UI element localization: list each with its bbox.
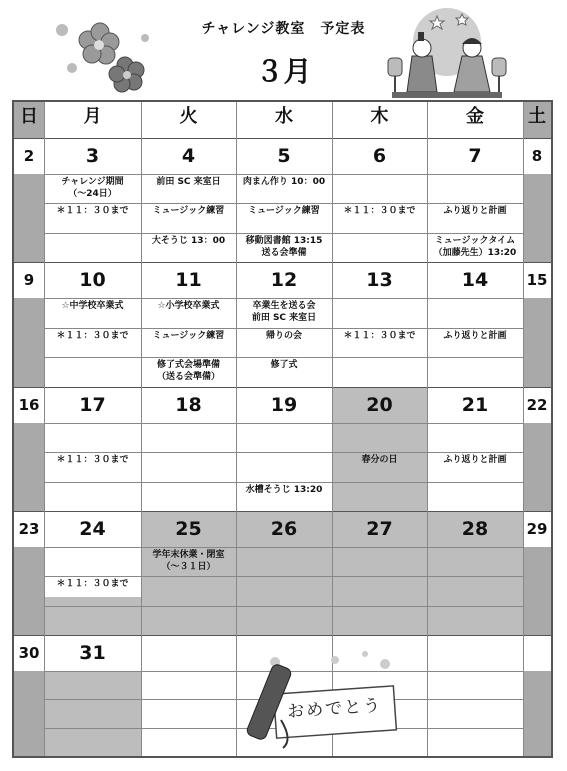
day-number: 27 xyxy=(366,518,393,540)
grid-line xyxy=(44,482,523,483)
grid-line xyxy=(44,203,523,204)
week-divider xyxy=(14,511,551,512)
day-number: 5 xyxy=(277,145,291,167)
day-number: 24 xyxy=(79,518,106,540)
day-number: 26 xyxy=(270,518,298,540)
event-text: ミュージックタイム （加藤先生）13:20 xyxy=(433,235,517,258)
day-number: 4 xyxy=(181,145,196,167)
event-text: ＊１１：３０まで xyxy=(56,455,129,466)
event-text: 大そうじ 13：00 xyxy=(151,235,226,246)
weekday-header-sat: 土 xyxy=(528,106,546,127)
week-divider xyxy=(14,635,551,636)
event-text: 帰りの会 xyxy=(265,330,302,341)
day-number: 13 xyxy=(366,269,393,291)
event-text: 前田 SC 来室日 xyxy=(156,177,221,187)
event-text: 春分の日 xyxy=(361,455,398,466)
day-number: 14 xyxy=(461,269,489,291)
day-number: 18 xyxy=(175,394,202,416)
week-divider xyxy=(14,138,551,139)
grid-line xyxy=(44,357,523,358)
weekday-header-fri: 金 xyxy=(466,106,484,127)
event-text: 卒業生を送る会 前田 SC 来室日 xyxy=(251,301,317,323)
hina-dolls-icon xyxy=(382,4,512,102)
month-title: ３月 xyxy=(255,55,312,88)
day-number: 19 xyxy=(270,394,298,416)
grid-line xyxy=(44,423,523,424)
event-text: ＊１１：３０まで xyxy=(56,330,129,341)
grid-line xyxy=(44,174,523,175)
day-number: 3 xyxy=(85,145,100,167)
event-text: ☆中学校卒業式 xyxy=(61,301,124,311)
day-number: 23 xyxy=(18,520,40,538)
grid-line xyxy=(141,102,142,756)
weekday-header-sun: 日 xyxy=(20,106,38,127)
grid-line xyxy=(523,102,524,756)
grid-line xyxy=(44,606,523,607)
weekday-header-thu: 木 xyxy=(370,106,389,127)
day-number: 6 xyxy=(372,145,387,167)
page-title: チャレンジ教室 予定表 xyxy=(201,21,366,37)
grid-line xyxy=(44,576,523,577)
grid-line xyxy=(44,233,523,234)
closed-cell-31 xyxy=(44,671,141,756)
day-number: 28 xyxy=(461,518,489,540)
closed-cell-24-lower xyxy=(44,597,141,635)
event-text: 学年末休業・閉室 （～３１日） xyxy=(152,550,225,572)
day-number: 12 xyxy=(270,269,298,291)
event-text: チャレンジ期間 （～24日） xyxy=(61,177,124,199)
event-text: ふり返りと計画 xyxy=(443,455,507,466)
day-number: 21 xyxy=(461,394,489,416)
congratulations-banner: おめでとう xyxy=(286,695,383,723)
day-number: 20 xyxy=(366,394,393,416)
day-number: 22 xyxy=(526,396,548,414)
day-number: 11 xyxy=(175,269,202,291)
grid-line xyxy=(44,547,523,548)
day-number: 25 xyxy=(175,518,202,540)
day-number: 15 xyxy=(526,271,548,289)
event-text: 修了式会場準備 （送る会準備） xyxy=(156,360,220,383)
grid-line xyxy=(44,452,523,453)
day-number: 10 xyxy=(79,269,106,291)
grid-line xyxy=(44,298,523,299)
event-text: ＊１１：３０まで xyxy=(56,579,129,590)
event-text: 肉まん作り 10：00 xyxy=(242,177,326,187)
event-text: ミュージック練習 xyxy=(248,206,320,217)
event-text: ☆小学校卒業式 xyxy=(157,301,220,311)
grid-line xyxy=(236,102,237,756)
day-number: 29 xyxy=(526,520,548,538)
day-number: 8 xyxy=(531,147,543,165)
day-number: 7 xyxy=(468,145,482,167)
day-number: 30 xyxy=(18,644,40,662)
weekday-header-tue: 火 xyxy=(179,106,198,127)
event-text: ＊１１：３０まで xyxy=(343,206,416,217)
day-number: 2 xyxy=(23,147,35,165)
event-text: ふり返りと計画 xyxy=(443,330,507,341)
event-text: 移動図書館 13:15 送る会準備 xyxy=(245,235,323,258)
event-text: ＊１１：３０まで xyxy=(343,330,416,341)
day-number: 31 xyxy=(79,642,106,664)
event-text: ミュージック練習 xyxy=(152,330,225,341)
grid-line xyxy=(44,102,45,756)
day-number: 16 xyxy=(18,396,40,414)
event-text: 水槽そうじ 13:20 xyxy=(245,484,323,495)
grid-line xyxy=(44,328,523,329)
weekday-header-wed: 水 xyxy=(275,106,293,127)
week-divider xyxy=(14,262,551,263)
day-number: 9 xyxy=(23,271,35,289)
week-divider xyxy=(14,387,551,388)
event-text: ふり返りと計画 xyxy=(443,206,507,217)
grid-line xyxy=(427,102,428,756)
day-number: 17 xyxy=(79,394,106,416)
event-text: ＊１１：３０まで xyxy=(56,206,129,217)
event-text: ミュージック練習 xyxy=(152,206,225,217)
weekday-header-mon: 月 xyxy=(83,106,102,127)
event-text: 修了式 xyxy=(270,360,298,371)
